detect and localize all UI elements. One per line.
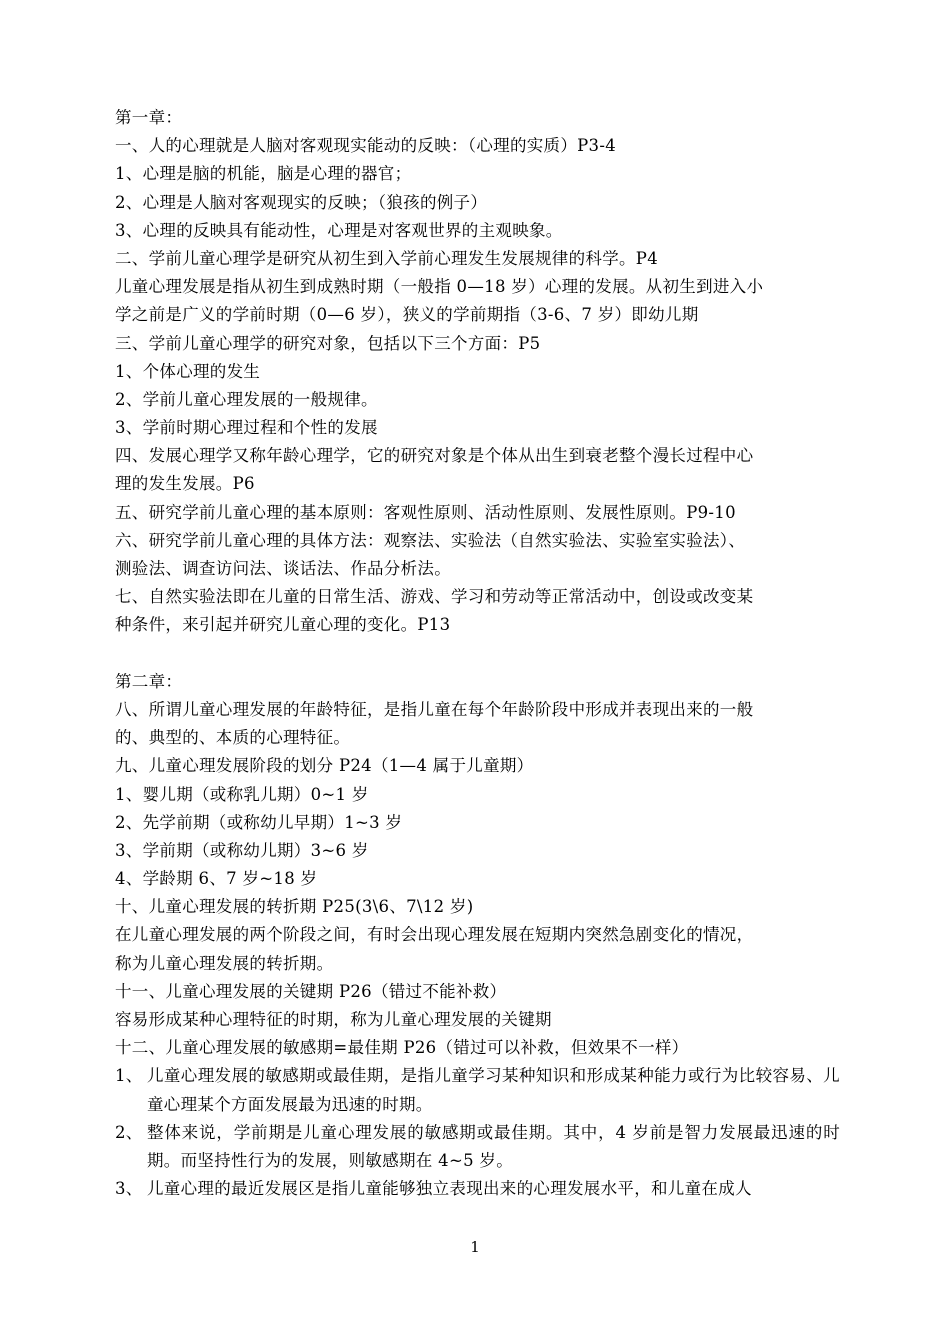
text-line: 称为儿童心理发展的转折期。 bbox=[115, 953, 334, 973]
text-line: 2、学前儿童心理发展的一般规律。 bbox=[115, 389, 378, 409]
text-line: 四、发展心理学又称年龄心理学，它的研究对象是个体从出生到衰老整个漫长过程中心 bbox=[115, 446, 754, 466]
text-line: 六、研究学前儿童心理的具体方法：观察法、实验法（自然实验法、实验室实验法）、 bbox=[115, 530, 746, 550]
text-line: 十二、儿童心理发展的敏感期=最佳期 P26（错过可以补救，但效果不一样） bbox=[115, 1038, 689, 1058]
text-line: 二、学前儿童心理学是研究从初生到入学前心理发生发展规律的科学。P4 bbox=[115, 248, 658, 268]
text-line: 4、学龄期 6、7 岁~18 岁 bbox=[115, 869, 318, 889]
text-line: 一、人的心理就是人脑对客观现实能动的反映：（心理的实质）P3-4 bbox=[115, 136, 617, 156]
text-line: 在儿童心理发展的两个阶段之间，有时会出现心理发展在短期内突然急剧变化的情况， bbox=[115, 925, 754, 945]
document-body bbox=[115, 104, 840, 1203]
text-line: 七、自然实验法即在儿童的日常生活、游戏、学习和劳动等正常活动中，创设或改变某 bbox=[115, 587, 754, 607]
text-line: 儿童心理发展是指从初生到成熟时期（一般指 0—18 岁）心理的发展。从初生到进入小 bbox=[115, 277, 764, 297]
text-line: 八、所谓儿童心理发展的年龄特征，是指儿童在每个年龄阶段中形成并表现出来的一般 bbox=[115, 699, 754, 719]
text-line: 3、心理的反映具有能动性，心理是对客观世界的主观映象。 bbox=[115, 220, 563, 240]
text-line: 学之前是广义的学前时期（0—6 岁），狭义的学前期指（3-6、7 岁）即幼儿期 bbox=[115, 305, 699, 325]
text-line: 2、心理是人脑对客观现实的反映；（狼孩的例子） bbox=[115, 192, 488, 212]
text-line: 1、个体心理的发生 bbox=[115, 361, 261, 381]
chapter-2-heading: 第二章： bbox=[115, 671, 183, 691]
list-item-number: 1、 bbox=[115, 1066, 143, 1086]
text-line: 九、儿童心理发展阶段的划分 P24（1—4 属于儿童期） bbox=[115, 756, 534, 776]
text-line: 测验法、调查访问法、谈话法、作品分析法。 bbox=[115, 559, 451, 578]
list-item bbox=[115, 1062, 840, 1118]
list-item bbox=[115, 1175, 840, 1203]
text-line: 十、儿童心理发展的转折期 P25(3\6、7\12 岁) bbox=[115, 897, 474, 917]
list-item-text: 整体来说，学前期是儿童心理发展的敏感期或最佳期。其中，4 岁前是智力发展最迅速的时期。而坚持性行为的发展，则敏感期在 4~5 岁。 bbox=[147, 1122, 840, 1170]
text-line: 1、婴儿期（或称乳儿期）0~1 岁 bbox=[115, 784, 369, 804]
list-item-number: 2、 bbox=[115, 1122, 143, 1142]
text-line: 五、研究学前儿童心理的基本原则：客观性原则、活动性原则、发展性原则。P9-10 bbox=[115, 502, 736, 522]
page-number: 1 bbox=[470, 1238, 480, 1256]
text-line: 1、心理是脑的机能，脑是心理的器官； bbox=[115, 164, 412, 184]
text-line: 容易形成某种心理特征的时期，称为儿童心理发展的关键期 bbox=[115, 1010, 552, 1029]
chapter-1-heading: 第一章： bbox=[115, 108, 183, 127]
text-line: 理的发生发展。P6 bbox=[115, 474, 255, 494]
text-line: 的、典型的、本质的心理特征。 bbox=[115, 728, 351, 748]
text-line: 三、学前儿童心理学的研究对象，包括以下三个方面：P5 bbox=[115, 333, 541, 353]
text-line: 十一、儿童心理发展的关键期 P26（错过不能补救） bbox=[115, 981, 507, 1001]
list-item-text: 儿童心理的最近发展区是指儿童能够独立表现出来的心理发展水平，和儿童在成人 bbox=[147, 1179, 752, 1199]
text-line: 3、学前时期心理过程和个性的发展 bbox=[115, 418, 378, 438]
text-line: 2、先学前期（或称幼儿早期）1~3 岁 bbox=[115, 812, 403, 832]
list-item-number: 3、 bbox=[115, 1179, 143, 1199]
list-item-text: 儿童心理发展的敏感期或最佳期，是指儿童学习某种知识和形成某种能力或行为比较容易、儿童心理某个方面发展最为迅速的时期。 bbox=[147, 1066, 840, 1114]
blank-line bbox=[115, 640, 840, 668]
text-line: 种条件，来引起并研究儿童心理的变化。P13 bbox=[115, 615, 451, 635]
list-item bbox=[115, 1119, 840, 1175]
text-line: 3、学前期（或称幼儿期）3~6 岁 bbox=[115, 840, 369, 860]
